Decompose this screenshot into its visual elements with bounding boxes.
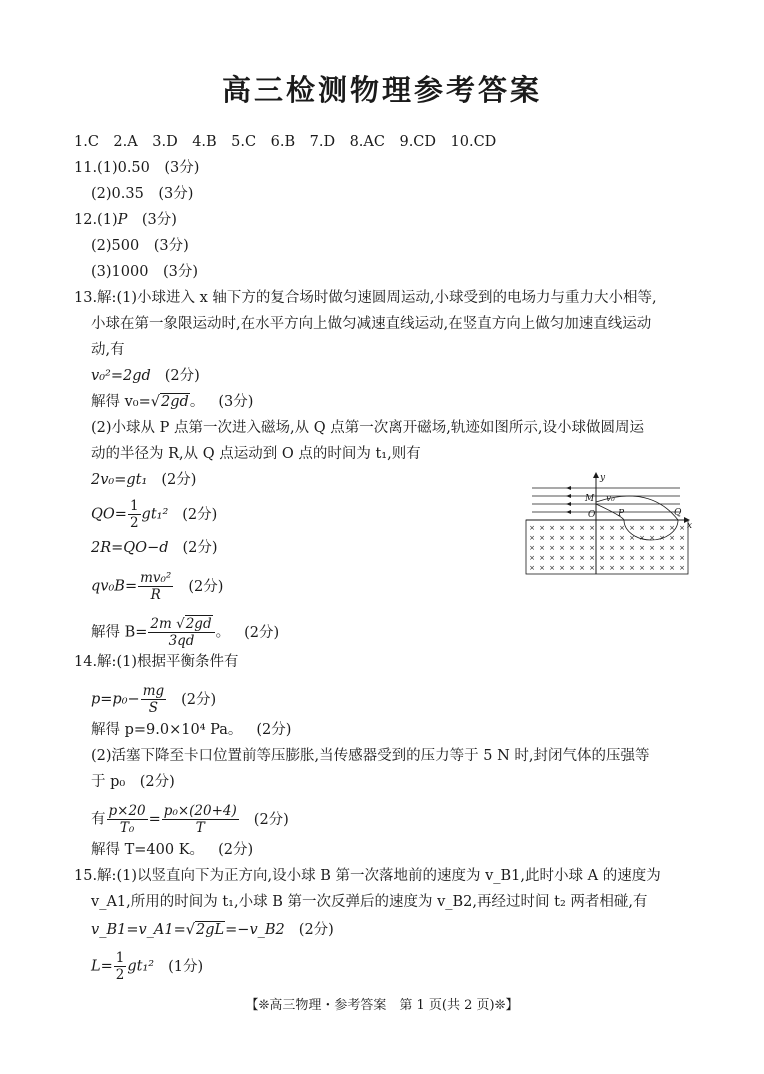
svg-text:×: × [649, 564, 655, 572]
mc-answers: 1.C 2.A 3.D 4.B 5.C 6.B 7.D 8.AC 9.CD 10.CD [74, 134, 497, 150]
svg-text:×: × [629, 544, 635, 552]
label-x: x [687, 521, 692, 531]
label-v0: v₀ [606, 494, 615, 504]
svg-text:×: × [669, 554, 675, 562]
svg-text:×: × [589, 554, 595, 562]
svg-text:×: × [639, 534, 645, 542]
svg-text:×: × [599, 524, 605, 532]
q11-part1: 11.(1)0.50 (3分) [74, 160, 200, 176]
svg-text:×: × [619, 534, 625, 542]
b-field-crosses [529, 524, 685, 572]
svg-text:×: × [619, 524, 625, 532]
svg-text:×: × [679, 554, 685, 562]
svg-text:×: × [579, 554, 585, 562]
svg-text:×: × [549, 544, 555, 552]
q13-eq6: qv₀B= $\frac{\text{mv₀²}}{R}$ (2分) [91, 570, 224, 603]
svg-text:×: × [569, 564, 575, 572]
svg-text:×: × [549, 554, 555, 562]
svg-text:×: × [559, 524, 565, 532]
q14-line3: 于 p₀ (2分) [91, 774, 175, 790]
svg-text:×: × [649, 524, 655, 532]
q14-eq4: 解得 T=400 K。 (2分) [91, 842, 254, 858]
q13-eq3: 2v₀=gt₁ (2分) [91, 472, 197, 488]
q13-line3: 动,有 [91, 342, 125, 358]
svg-text:×: × [649, 534, 655, 542]
q12-part3: (3)1000 (3分) [91, 264, 198, 280]
q14-eq3: 有 $\frac{p\times 20}{\text{T₀}}$ = $\frac{\text{p₀×(20+4)}}{T}$ (2分) [91, 803, 289, 836]
svg-text:×: × [539, 544, 545, 552]
label-y: y [600, 473, 606, 483]
q14-line2: (2)活塞下降至卡口位置前等压膨胀,当传感器受到的压力等于 5 N 时,封闭气体的压强等 [91, 748, 650, 764]
svg-text:×: × [529, 534, 535, 542]
svg-text:×: × [599, 544, 605, 552]
svg-text:×: × [679, 564, 685, 572]
svg-text:×: × [539, 524, 545, 532]
q13-eq7: 解得 B= $\frac{2m √2gd}{3qd}$ 。 (2分) [91, 616, 280, 649]
svg-text:×: × [609, 524, 615, 532]
svg-text:×: × [659, 564, 665, 572]
svg-text:×: × [629, 534, 635, 542]
svg-text:×: × [669, 564, 675, 572]
svg-text:×: × [619, 544, 625, 552]
svg-text:×: × [629, 554, 635, 562]
svg-text:×: × [649, 554, 655, 562]
svg-text:×: × [569, 524, 575, 532]
label-O: O [588, 510, 596, 520]
svg-text:×: × [549, 564, 555, 572]
svg-text:×: × [569, 544, 575, 552]
svg-text:×: × [559, 554, 565, 562]
field-arrow [566, 494, 571, 498]
svg-text:×: × [599, 534, 605, 542]
svg-text:×: × [659, 544, 665, 552]
svg-text:×: × [539, 534, 545, 542]
svg-text:×: × [579, 534, 585, 542]
svg-text:×: × [639, 554, 645, 562]
svg-text:×: × [589, 564, 595, 572]
svg-text:×: × [609, 554, 615, 562]
svg-text:×: × [529, 524, 535, 532]
svg-text:×: × [529, 554, 535, 562]
field-arrow [566, 502, 571, 506]
svg-text:×: × [539, 554, 545, 562]
svg-text:×: × [559, 564, 565, 572]
q13-eq2: 解得 v₀=√2gd。 (3分) [91, 394, 254, 410]
svg-text:×: × [569, 534, 575, 542]
svg-text:×: × [629, 564, 635, 572]
q12-part2: (2)500 (3分) [91, 238, 189, 254]
svg-text:×: × [579, 524, 585, 532]
svg-text:×: × [539, 564, 545, 572]
svg-text:×: × [619, 564, 625, 572]
q13-eq1: v₀²=2gd (2分) [91, 368, 200, 384]
svg-text:×: × [609, 564, 615, 572]
svg-text:×: × [629, 524, 635, 532]
q13-line5: 动的半径为 R,从 Q 点运动到 O 点的时间为 t₁,则有 [91, 446, 421, 462]
svg-text:×: × [659, 534, 665, 542]
svg-text:×: × [599, 554, 605, 562]
svg-text:×: × [549, 524, 555, 532]
svg-text:×: × [589, 544, 595, 552]
q15-eq2: L= $\frac{1}{2}$ gt₁² (1分) [91, 950, 204, 983]
q13-eq5: 2R=QO−d (2分) [91, 540, 218, 556]
svg-text:×: × [669, 544, 675, 552]
svg-text:×: × [639, 544, 645, 552]
magnetic-field-figure [522, 470, 692, 578]
field-arrow [566, 510, 571, 514]
page-footer: 【❊高三物理・参考答案 第 1 页(共 2 页)❊】 [245, 998, 519, 1013]
q13-line1: 13.解:(1)小球进入 x 轴下方的复合场时做匀速圆周运动,小球受到的电场力与重力大小相等, [74, 290, 657, 306]
page-title: 高三检测物理参考答案 [221, 73, 542, 107]
svg-text:×: × [639, 564, 645, 572]
label-M: M [585, 494, 595, 504]
q12-part1: 12.(1)P (3分) [74, 212, 177, 228]
svg-text:×: × [579, 564, 585, 572]
svg-text:×: × [589, 524, 595, 532]
svg-text:×: × [529, 544, 535, 552]
svg-text:×: × [639, 524, 645, 532]
y-axis-arrow [593, 472, 599, 478]
q15-eq1: v_B1=v_A1=√2gL=−v_B2 (2分) [91, 922, 334, 938]
label-Q: Q [674, 508, 682, 518]
svg-text:×: × [559, 534, 565, 542]
q13-line4: (2)小球从 P 点第一次进入磁场,从 Q 点第一次离开磁场,轨迹如图所示,设小球做圆周运 [91, 420, 644, 436]
svg-text:×: × [609, 544, 615, 552]
svg-text:×: × [679, 524, 685, 532]
svg-text:×: × [569, 554, 575, 562]
svg-text:×: × [669, 534, 675, 542]
svg-text:×: × [559, 544, 565, 552]
svg-text:×: × [529, 564, 535, 572]
svg-text:×: × [549, 534, 555, 542]
label-P: P [618, 509, 625, 519]
q14-line1: 14.解:(1)根据平衡条件有 [74, 654, 239, 670]
q14-eq1: p=p₀− $\frac{mg}{S}$ (2分) [91, 683, 217, 716]
q11-part2: (2)0.35 (3分) [91, 186, 194, 202]
q15-line2: v_A1,所用的时间为 t₁,小球 B 第一次反弹后的速度为 v_B2,再经过时间 t₂ 两者相碰,有 [91, 894, 648, 910]
svg-text:×: × [679, 544, 685, 552]
svg-text:×: × [609, 534, 615, 542]
svg-text:×: × [589, 534, 595, 542]
field-arrow [566, 486, 571, 490]
svg-text:×: × [679, 534, 685, 542]
q15-line1: 15.解:(1)以竖直向下为正方向,设小球 B 第一次落地前的速度为 v_B1,此时小球 A 的速度为 [74, 868, 661, 884]
svg-text:×: × [649, 544, 655, 552]
q13-line2: 小球在第一象限运动时,在水平方向上做匀减速直线运动,在竖直方向上做匀加速直线运动 [91, 316, 652, 332]
svg-text:×: × [579, 544, 585, 552]
svg-text:×: × [659, 524, 665, 532]
svg-text:×: × [669, 524, 675, 532]
svg-text:×: × [599, 564, 605, 572]
svg-text:×: × [659, 554, 665, 562]
q14-eq2: 解得 p=9.0×10⁴ Pa。 (2分) [91, 722, 292, 738]
q13-eq4: QO= $\frac{1}{2}$ gt₁² (2分) [91, 498, 218, 531]
svg-text:×: × [619, 554, 625, 562]
